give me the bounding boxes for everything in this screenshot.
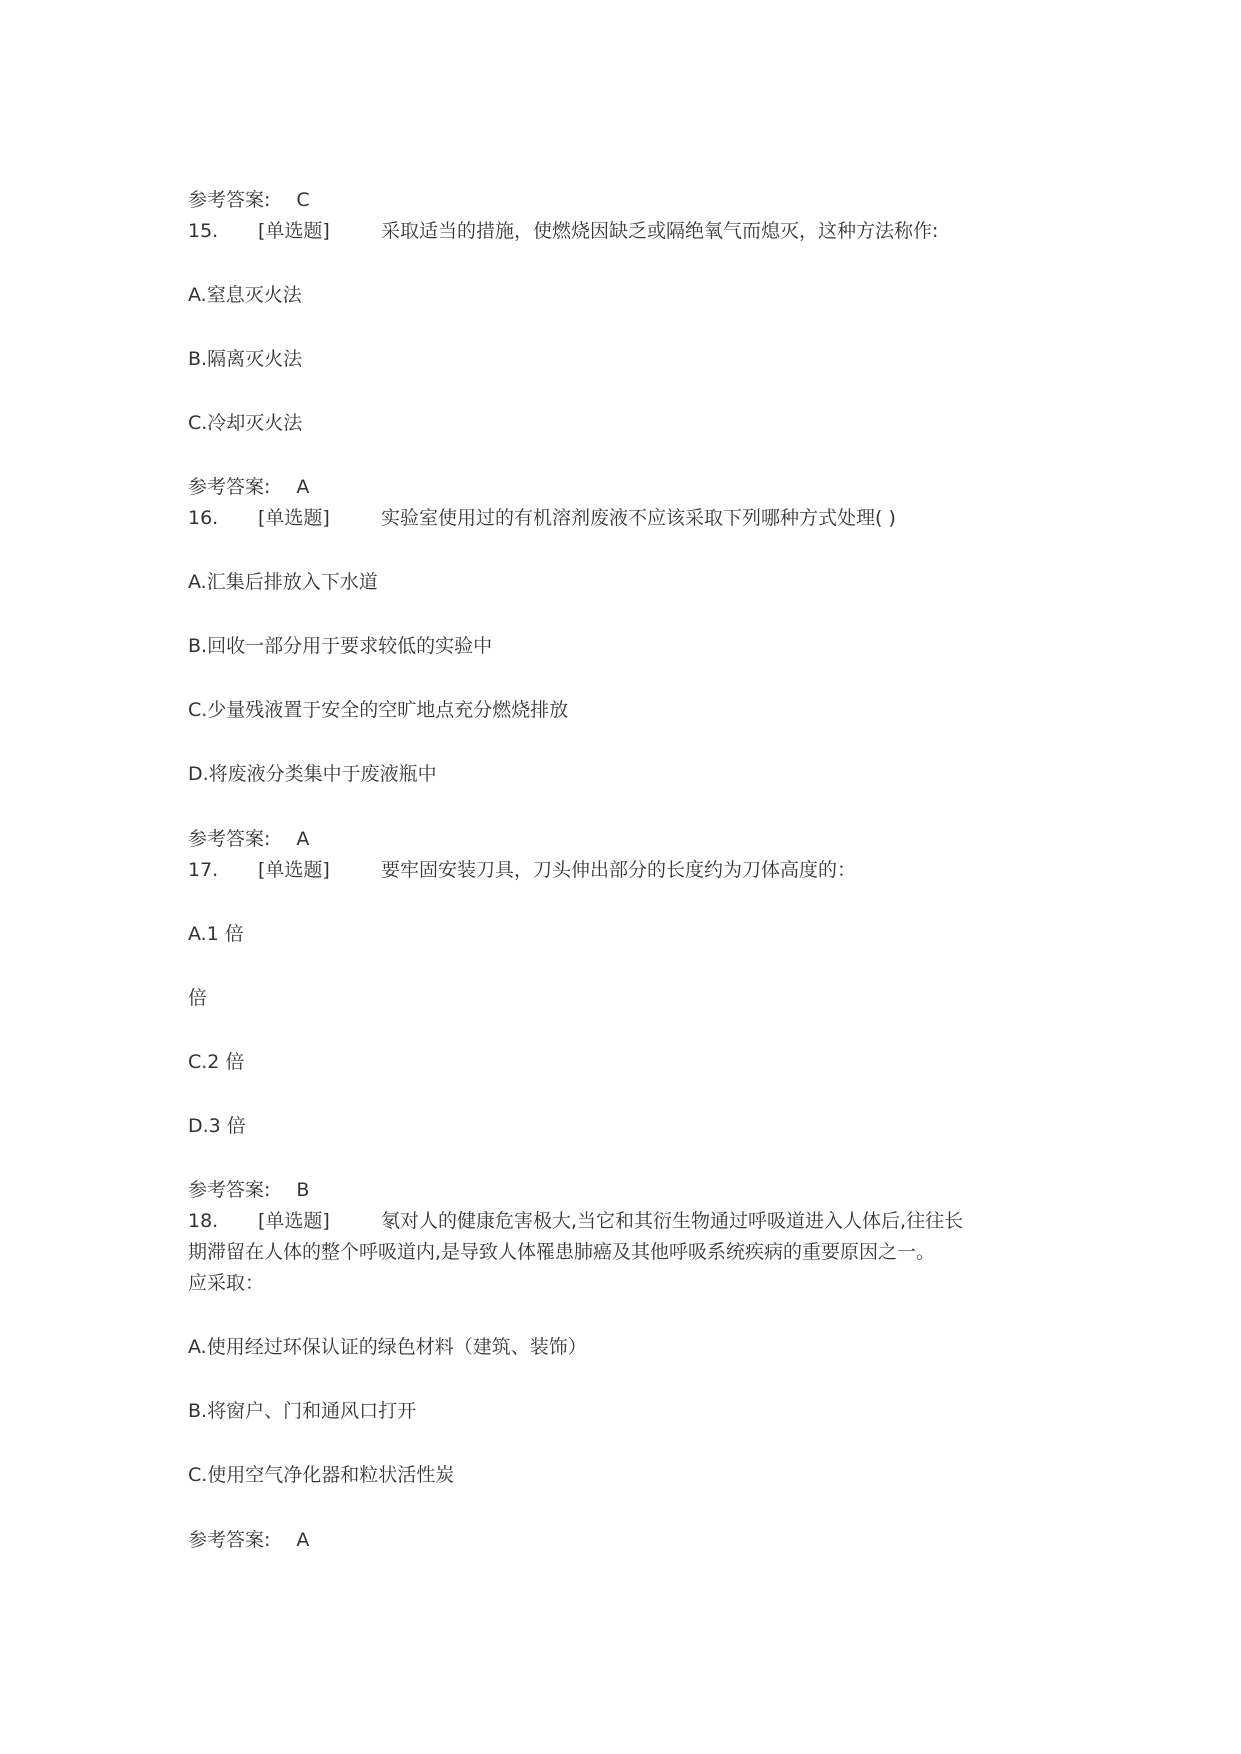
question-text: 采取适当的措施，使燃烧因缺乏或隔绝氧气而熄灭，这种方法称作: — [381, 220, 939, 242]
answer-value: A — [296, 476, 310, 498]
answer-label: 参考答案: — [188, 189, 271, 211]
option-item: B.回收一部分用于要求较低的实验中 — [188, 635, 493, 657]
answer-line — [188, 475, 309, 499]
question-17 — [188, 858, 856, 882]
question-type: [单选题] — [258, 507, 330, 529]
option-item: C.2 倍 — [188, 1051, 245, 1073]
option-item: A.汇集后排放入下水道 — [188, 571, 378, 593]
option-item: B.将窗户、门和通风口打开 — [188, 1400, 417, 1422]
option-item: A.窒息灭火法 — [188, 284, 302, 306]
question-text: 氡对人的健康危害极大,当它和其衍生物通过呼吸道进入人体后,往往长 — [381, 1210, 964, 1232]
question-type: [单选题] — [258, 220, 330, 242]
question-number: 17. — [188, 859, 219, 881]
question-16 — [188, 506, 896, 530]
answer-line — [188, 827, 309, 851]
option-item: 倍 — [188, 987, 208, 1009]
question-number: 15. — [188, 220, 219, 242]
option-item: A.使用经过环保认证的绿色材料（建筑、装饰） — [188, 1336, 587, 1358]
answer-line — [188, 188, 310, 212]
question-text: 要牢固安装刀具，刀头伸出部分的长度约为刀体高度的： — [381, 859, 857, 881]
answer-label: 参考答案: — [188, 476, 271, 498]
option-item: D.3 倍 — [188, 1115, 246, 1137]
question-number: 18. — [188, 1210, 219, 1232]
question-text-continued: 期滞留在人体的整个呼吸道内,是导致人体罹患肺癌及其他呼吸系统疾病的重要原因之一。 — [188, 1241, 936, 1263]
option-item: A.1 倍 — [188, 923, 244, 945]
question-number: 16. — [188, 507, 219, 529]
answer-value: C — [296, 189, 310, 211]
answer-label: 参考答案: — [188, 1179, 271, 1201]
question-type: [单选题] — [258, 1210, 330, 1232]
answer-value: A — [296, 1529, 310, 1551]
question-text: 实验室使用过的有机溶剂废液不应该采取下列哪种方式处理( ) — [381, 507, 896, 529]
question-18 — [188, 1209, 963, 1233]
option-item: C.少量残液置于安全的空旷地点充分燃烧排放 — [188, 699, 569, 721]
answer-line — [188, 1178, 309, 1202]
question-type: [单选题] — [258, 859, 330, 881]
answer-line — [188, 1528, 309, 1552]
answer-label: 参考答案: — [188, 828, 271, 850]
option-item: C.冷却灭火法 — [188, 412, 303, 434]
answer-label: 参考答案: — [188, 1529, 271, 1551]
option-item: D.将废液分类集中于废液瓶中 — [188, 763, 437, 785]
answer-value: A — [296, 828, 310, 850]
question-15 — [188, 219, 938, 243]
option-item: B.隔离灭火法 — [188, 348, 303, 370]
question-text-continued: 应采取： — [188, 1272, 265, 1294]
option-item: C.使用空气净化器和粒状活性炭 — [188, 1464, 455, 1486]
answer-value: B — [296, 1179, 310, 1201]
